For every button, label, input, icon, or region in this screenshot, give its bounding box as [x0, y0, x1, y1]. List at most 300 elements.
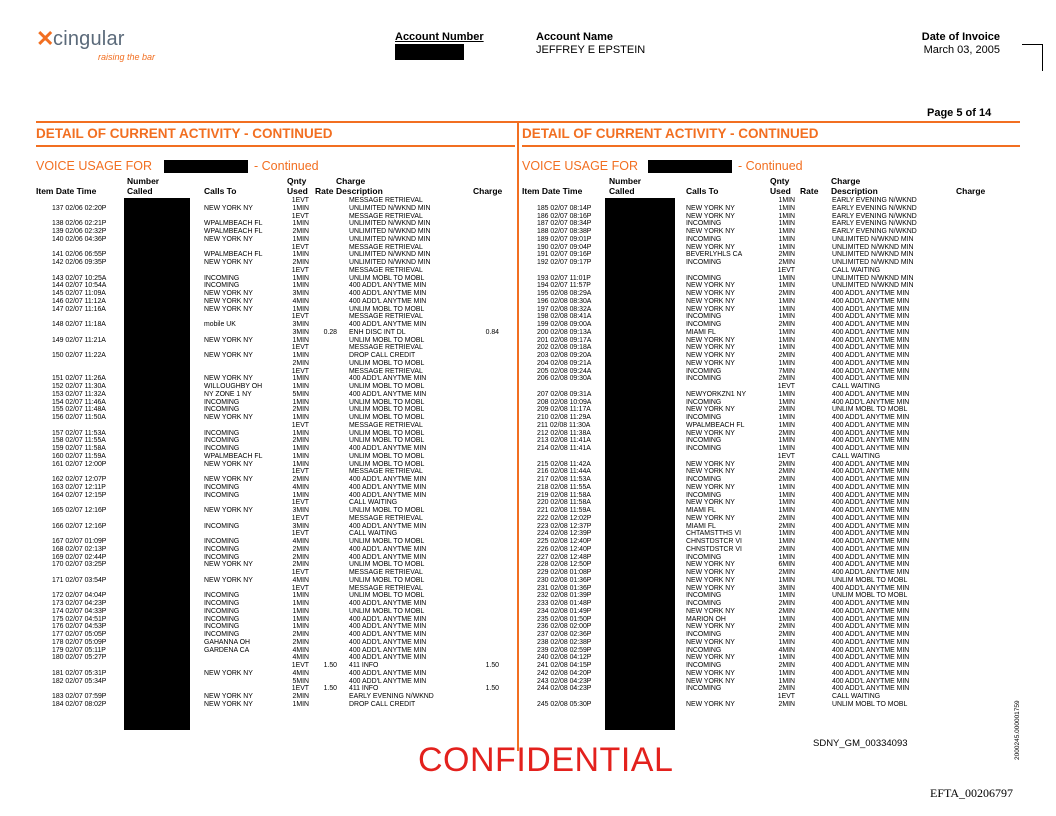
right-row-qnty: 1MIN — [778, 437, 795, 445]
right-row-item: 240 02/08 04:12P — [537, 654, 592, 662]
left-row-calls: NEW YORK NY — [204, 305, 253, 313]
left-row-calls: NEW YORK NY — [204, 290, 253, 297]
right-row-item: 241 02/08 04:15P — [537, 662, 592, 669]
right-row-desc: 400 ADD'L ANYTME MIN — [832, 429, 910, 437]
right-row-qnty: 1MIN — [778, 499, 795, 507]
left-row-calls: NEW YORK NY — [204, 700, 253, 708]
left-row-calls: WILLOUGHBY OH — [204, 383, 263, 390]
right-row-qnty: 1MIN — [778, 491, 795, 499]
right-row-calls: NEW YORK NY — [686, 336, 735, 344]
right-row-qnty: 1MIN — [778, 592, 795, 600]
right-row-calls: NEW YORK NY — [686, 352, 735, 359]
left-row-qnty: 1EVT — [291, 266, 309, 274]
right-row-desc: 400 ADD'L ANYTME MIN — [832, 375, 910, 383]
right-row-qnty: 1MIN — [778, 305, 795, 313]
right-col-rate: Rate — [800, 186, 819, 196]
right-row-calls: INCOMING — [686, 367, 722, 375]
right-row-calls: NEW YORK NY — [686, 677, 735, 685]
left-row-qnty: 4MIN — [292, 654, 309, 662]
right-row-calls: INCOMING — [686, 491, 722, 499]
left-row-item: 149 02/07 11:21A — [52, 336, 106, 344]
left-row-qnty: 1EVT — [291, 243, 309, 251]
right-row-desc: 400 ADD'L ANYTME MIN — [832, 305, 910, 313]
left-row-item: 182 02/07 05:34P — [52, 677, 107, 685]
left-row-item: 179 02/07 05:11P — [52, 646, 106, 654]
right-row-desc: 400 ADD'L ANYTME MIN — [832, 522, 910, 530]
right-row-calls: NEW YORK NY — [686, 607, 735, 615]
left-row-calls: NEW YORK NY — [204, 476, 253, 483]
left-row-desc: UNLIM MOBL TO MOBL — [349, 429, 425, 437]
right-row-qnty: 4MIN — [778, 646, 795, 654]
right-row-calls: NEW YORK NY — [686, 584, 735, 592]
left-row-calls: mobile UK — [204, 321, 236, 328]
left-row-qnty: 1EVT — [291, 569, 309, 576]
left-row-desc: CALL WAITING — [349, 499, 398, 507]
right-row-qnty: 1MIN — [778, 507, 795, 514]
right-row-calls: INCOMING — [686, 646, 722, 654]
right-row-calls: NEW YORK NY — [686, 623, 735, 631]
right-row-calls: CHTAMSTTHS VI — [686, 530, 741, 538]
right-row-item: 239 02/08 02:59P — [537, 646, 592, 654]
left-row-item: 170 02/07 03:25P — [52, 561, 107, 569]
left-row-desc: 400 ADD'L ANYTME MIN — [349, 615, 427, 623]
right-row-qnty: 2MIN — [778, 685, 795, 693]
right-col-number-bottom: Called — [609, 186, 635, 196]
right-row-item: 189 02/07 09:01P — [537, 235, 592, 243]
left-row-desc: UNLIM MOBL TO MOBL — [349, 359, 425, 367]
left-row-calls: WPALMBEACH FL — [204, 452, 263, 460]
left-row-calls: INCOMING — [204, 600, 240, 607]
left-row-calls: INCOMING — [204, 398, 240, 406]
right-row-item: 206 02/08 09:30A — [537, 375, 592, 383]
account-name-label: Account Name — [536, 31, 614, 43]
left-col-charge-top: Charge — [336, 176, 366, 186]
right-row-item: 211 02/08 11:30A — [537, 421, 591, 429]
left-section-rule — [36, 145, 515, 147]
right-row-desc: 400 ADD'L ANYTME MIN — [832, 669, 910, 677]
left-row-desc: 400 ADD'L ANYTME MIN — [349, 600, 427, 607]
left-row-qnty: 1MIN — [292, 220, 309, 228]
right-row-calls: NEW YORK NY — [686, 460, 735, 468]
right-row-item: 200 02/08 09:13A — [537, 328, 592, 336]
brand-tagline: raising the bar — [98, 52, 156, 62]
right-row-item: 232 02/08 01:39P — [537, 592, 592, 600]
left-row-item: 155 02/07 11:48A — [52, 406, 106, 414]
right-row-item: 229 02/08 01:08P — [537, 569, 592, 576]
left-row-desc: MESSAGE RETRIEVAL — [349, 266, 423, 274]
right-row-item: 218 02/08 11:55A — [537, 483, 591, 491]
left-row-calls: NEW YORK NY — [204, 414, 253, 421]
right-row-desc: UNLIM MOBL TO MOBL — [832, 592, 908, 600]
right-col-number-top: Number — [609, 176, 642, 186]
right-row-calls: NEW YORK NY — [686, 499, 735, 507]
left-col-item: Item Date Time — [36, 186, 97, 196]
right-row-desc: CALL WAITING — [832, 693, 881, 700]
left-row-item: 148 02/07 11:18A — [52, 321, 106, 328]
left-row-qnty: 1EVT — [291, 212, 309, 220]
right-row-calls: INCOMING — [686, 631, 722, 638]
right-row-calls: INCOMING — [686, 662, 722, 669]
cingular-logo — [36, 28, 156, 64]
left-row-qnty: 1MIN — [292, 607, 309, 615]
right-row-qnty: 1MIN — [778, 328, 795, 336]
left-row-calls: INCOMING — [204, 274, 240, 282]
right-row-qnty: 1MIN — [778, 274, 795, 282]
left-row-charge: 0.84 — [485, 328, 499, 336]
right-row-item: 233 02/08 01:48P — [537, 600, 592, 607]
right-row-calls: CHNSTDSTCR VI — [686, 538, 742, 545]
right-row-calls: INCOMING — [686, 476, 722, 483]
redaction-account-number — [395, 44, 464, 60]
left-row-calls: INCOMING — [204, 437, 240, 445]
right-row-item: 191 02/07 09:16P — [537, 251, 592, 259]
right-row-qnty: 1EVT — [777, 266, 795, 274]
left-row-calls: NEW YORK NY — [204, 204, 253, 212]
right-row-item: 242 02/08 04:20P — [537, 669, 592, 677]
left-row-calls: NEW YORK NY — [204, 375, 253, 383]
left-row-qnty: 1EVT — [291, 584, 309, 592]
right-row-qnty: 2MIN — [778, 631, 795, 638]
right-row-desc: 400 ADD'L ANYTME MIN — [832, 631, 910, 638]
left-row-qnty: 1MIN — [292, 204, 309, 212]
right-row-item: 216 02/08 11:44A — [537, 468, 591, 476]
left-row-desc: MESSAGE RETRIEVAL — [349, 313, 423, 321]
left-row-desc: UNLIMITED N/WKND MIN — [349, 259, 431, 266]
right-section-rule — [522, 145, 1020, 147]
right-row-calls: INCOMING — [686, 259, 722, 266]
left-row-calls: INCOMING — [204, 429, 240, 437]
left-row-item: 165 02/07 12:16P — [52, 507, 107, 514]
right-row-desc: 400 ADD'L ANYTME MIN — [832, 390, 910, 398]
left-row-desc: 400 ADD'L ANYTME MIN — [349, 282, 427, 290]
right-row-desc: 400 ADD'L ANYTME MIN — [832, 600, 910, 607]
right-row-desc: 400 ADD'L ANYTME MIN — [832, 445, 910, 452]
left-row-desc: UNLIM MOBL TO MOBL — [349, 398, 425, 406]
left-row-calls: INCOMING — [204, 445, 240, 452]
left-row-calls: INCOMING — [204, 631, 240, 638]
left-row-desc: UNLIM MOBL TO MOBL — [349, 336, 425, 344]
left-row-qnty: 1EVT — [291, 313, 309, 321]
left-row-item: 143 02/07 10:25A — [52, 274, 107, 282]
left-row-qnty: 1EVT — [291, 685, 309, 693]
left-row-item: 167 02/07 01:09P — [52, 538, 107, 545]
left-row-desc: 400 ADD'L ANYTME MIN — [349, 390, 427, 398]
left-col-charge-desc: Description — [336, 186, 383, 196]
right-row-qnty: 2MIN — [778, 406, 795, 414]
left-row-qnty: 1MIN — [292, 414, 309, 421]
left-row-desc: DROP CALL CREDIT — [349, 352, 416, 359]
right-row-desc: 400 ADD'L ANYTME MIN — [832, 483, 910, 491]
left-row-qnty: 1MIN — [292, 700, 309, 708]
left-row-calls: INCOMING — [204, 538, 240, 545]
right-row-desc: EARLY EVENING N/WKND — [832, 197, 917, 204]
left-row-calls: WPALMBEACH FL — [204, 228, 263, 235]
right-row-qnty: 1MIN — [778, 390, 795, 398]
left-row-desc: 400 ADD'L ANYTME MIN — [349, 297, 427, 305]
left-row-qnty: 2MIN — [292, 437, 309, 445]
left-row-item: 151 02/07 11:26A — [52, 375, 106, 383]
right-row-qnty: 1MIN — [778, 228, 795, 235]
right-row-qnty: 2MIN — [778, 700, 795, 708]
right-row-qnty: 1MIN — [778, 197, 795, 204]
left-row-desc: UNLIMITED N/WKND MIN — [349, 220, 431, 228]
right-row-calls: INCOMING — [686, 398, 722, 406]
right-row-qnty: 1MIN — [778, 483, 795, 491]
left-row-item: 162 02/07 12:07P — [52, 476, 107, 483]
left-row-desc: UNLIM MOBL TO MOBL — [349, 576, 425, 584]
left-row-desc: CALL WAITING — [349, 530, 398, 538]
right-row-item: 215 02/08 11:42A — [537, 460, 591, 468]
right-row-calls: CHNSTDSTCR VI — [686, 545, 742, 553]
right-row-item: 190 02/07 09:04P — [537, 243, 592, 251]
left-row-item: 157 02/07 11:53A — [52, 429, 106, 437]
left-row-qnty: 1MIN — [292, 336, 309, 344]
right-row-qnty: 7MIN — [778, 367, 795, 375]
left-row-desc: 400 ADD'L ANYTME MIN — [349, 476, 427, 483]
right-voice-continued: - Continued — [738, 159, 803, 173]
right-row-qnty: 1MIN — [778, 576, 795, 584]
left-voice-continued: - Continued — [254, 159, 319, 173]
right-row-calls: INCOMING — [686, 685, 722, 693]
left-row-desc: 400 ADD'L ANYTME MIN — [349, 677, 427, 685]
left-row-item: 183 02/07 07:59P — [52, 693, 107, 700]
left-row-calls: NEW YORK NY — [204, 460, 253, 468]
left-row-item: 159 02/07 11:58A — [52, 445, 106, 452]
page-corner-mark — [1022, 44, 1043, 71]
left-row-item: 161 02/07 12:00P — [52, 460, 107, 468]
left-row-calls: NEW YORK NY — [204, 507, 253, 514]
right-row-calls: MARION OH — [686, 615, 726, 623]
left-row-qnty: 1EVT — [291, 514, 309, 522]
left-row-item: 181 02/07 05:31P — [52, 669, 107, 677]
right-row-calls: NEW YORK NY — [686, 204, 735, 212]
left-row-item: 177 02/07 05:05P — [52, 631, 107, 638]
left-row-qnty: 2MIN — [292, 631, 309, 638]
left-row-desc: MESSAGE RETRIEVAL — [349, 569, 423, 576]
right-row-item: 201 02/08 09:17A — [537, 336, 592, 344]
left-row-qnty: 4MIN — [292, 576, 309, 584]
right-row-calls: INCOMING — [686, 592, 722, 600]
left-row-charge: 1.50 — [485, 662, 499, 669]
left-row-qnty: 1MIN — [292, 274, 309, 282]
left-col-qnty-top: Qnty — [287, 176, 307, 186]
left-row-calls: INCOMING — [204, 406, 240, 414]
left-voice-usage-label: VOICE USAGE FOR — [36, 159, 152, 173]
left-row-qnty: 2MIN — [292, 545, 309, 553]
right-row-item: 222 02/08 12:02P — [537, 514, 592, 522]
right-row-qnty: 1MIN — [778, 344, 795, 352]
right-row-desc: 400 ADD'L ANYTME MIN — [832, 553, 910, 561]
left-row-desc: 400 ADD'L ANYTME MIN — [349, 553, 427, 561]
right-row-item: 195 02/08 08:29A — [537, 290, 592, 297]
right-row-qnty: 6MIN — [778, 561, 795, 569]
right-row-desc: 400 ADD'L ANYTME MIN — [832, 538, 910, 545]
right-row-qnty: 2MIN — [778, 522, 795, 530]
right-row-item: 236 02/08 02:00P — [537, 623, 592, 631]
right-row-qnty: 1MIN — [778, 421, 795, 429]
left-row-desc: UNLIMITED N/WKND MIN — [349, 235, 431, 243]
right-row-calls: NEW YORK NY — [686, 344, 735, 352]
right-row-qnty: 1MIN — [778, 398, 795, 406]
left-row-calls: INCOMING — [204, 522, 240, 530]
invoice-date-label: Date of Invoice — [921, 31, 1000, 43]
right-row-calls: NEW YORK NY — [686, 514, 735, 522]
left-row-rate: 0.28 — [323, 328, 337, 336]
left-row-item: 144 02/07 10:54A — [52, 282, 107, 290]
left-row-charge: 1.50 — [485, 685, 499, 693]
left-row-item: 147 02/07 11:16A — [52, 305, 106, 313]
left-row-item: 145 02/07 11:09A — [52, 290, 106, 297]
left-row-desc: DROP CALL CREDIT — [349, 700, 416, 708]
left-row-item: 178 02/07 05:09P — [52, 638, 107, 646]
left-row-desc: UNLIM MOBL TO MOBL — [349, 460, 425, 468]
right-row-item: 203 02/08 09:20A — [537, 352, 592, 359]
right-row-qnty: 1MIN — [778, 235, 795, 243]
left-row-qnty: 1EVT — [291, 344, 309, 352]
right-row-item: 221 02/08 11:59A — [537, 507, 591, 514]
right-row-item: 214 02/08 11:41A — [537, 445, 591, 452]
right-row-desc: 400 ADD'L ANYTME MIN — [832, 336, 910, 344]
left-row-qnty: 1EVT — [291, 468, 309, 476]
right-row-calls: NEWYORKZN1 NY — [686, 390, 747, 398]
right-row-item: 230 02/08 01:36P — [537, 576, 592, 584]
left-row-desc: 400 ADD'L ANYTME MIN — [349, 445, 427, 452]
left-row-desc: 400 ADD'L ANYTME MIN — [349, 483, 427, 491]
center-divider — [517, 121, 519, 751]
left-row-item: 160 02/07 11:59A — [52, 452, 106, 460]
left-row-desc: UNLIM MOBL TO MOBL — [349, 437, 425, 445]
left-row-qnty: 1MIN — [292, 600, 309, 607]
right-row-calls: NEW YORK NY — [686, 429, 735, 437]
left-row-desc: UNLIM MOBL TO MOBL — [349, 406, 425, 414]
right-row-item: 237 02/08 02:36P — [537, 631, 592, 638]
left-row-qnty: 2MIN — [292, 228, 309, 235]
right-row-item: 217 02/08 11:53A — [537, 476, 591, 483]
right-row-qnty: 1MIN — [778, 615, 795, 623]
left-row-item: 171 02/07 03:54P — [52, 576, 107, 584]
right-row-qnty: 2MIN — [778, 375, 795, 383]
right-row-qnty: 1MIN — [778, 538, 795, 545]
right-row-qnty: 2MIN — [778, 514, 795, 522]
left-row-desc: UNLIM MOBL TO MOBL — [349, 561, 425, 569]
left-row-desc: MESSAGE RETRIEVAL — [349, 584, 423, 592]
right-row-qnty: 1MIN — [778, 414, 795, 421]
right-row-calls: INCOMING — [686, 600, 722, 607]
right-row-calls: MIAMI FL — [686, 522, 716, 530]
right-row-desc: UNLIM MOBL TO MOBL — [832, 700, 908, 708]
right-row-desc: 400 ADD'L ANYTME MIN — [832, 646, 910, 654]
right-row-qnty: 2MIN — [778, 321, 795, 328]
left-row-item: 137 02/06 02:20P — [52, 204, 107, 212]
left-row-calls: GARDENA CA — [204, 646, 250, 654]
left-row-item: 139 02/06 02:32P — [52, 228, 107, 235]
right-row-item: 197 02/08 08:32A — [537, 305, 592, 313]
right-row-qnty: 2MIN — [778, 607, 795, 615]
left-row-desc: MESSAGE RETRIEVAL — [349, 468, 423, 476]
left-row-item: 153 02/07 11:32A — [52, 390, 106, 398]
left-row-desc: MESSAGE RETRIEVAL — [349, 514, 423, 522]
left-row-desc: UNLIM MOBL TO MOBL — [349, 607, 425, 615]
right-row-qnty: 1MIN — [778, 313, 795, 321]
left-row-desc: 400 ADD'L ANYTME MIN — [349, 631, 427, 638]
left-row-desc: 400 ADD'L ANYTME MIN — [349, 375, 427, 383]
left-row-calls: NY ZONE 1 NY — [204, 390, 252, 398]
right-row-item: 192 02/07 09:17P — [537, 259, 592, 266]
right-row-qnty: 1MIN — [778, 677, 795, 685]
account-number-label: Account Number — [395, 31, 484, 43]
left-row-desc: MESSAGE RETRIEVAL — [349, 344, 423, 352]
right-row-item: 234 02/08 01:49P — [537, 607, 592, 615]
right-row-item: 225 02/08 12:40P — [537, 538, 592, 545]
left-row-item: 168 02/07 02:13P — [52, 545, 107, 553]
right-row-qnty: 1MIN — [778, 445, 795, 452]
left-row-item: 152 02/07 11:30A — [52, 383, 106, 390]
left-row-qnty: 2MIN — [292, 406, 309, 414]
left-row-desc: 400 ADD'L ANYTME MIN — [349, 321, 427, 328]
left-row-qnty: 3MIN — [292, 321, 309, 328]
right-row-qnty: 2MIN — [778, 468, 795, 476]
left-row-item: 166 02/07 12:16P — [52, 522, 107, 530]
right-col-charge: Charge — [956, 186, 986, 196]
brand-name: cingular — [53, 28, 125, 50]
right-row-item: 210 02/08 11:29A — [537, 414, 591, 421]
left-row-desc: 400 ADD'L ANYTME MIN — [349, 654, 427, 662]
left-row-qnty: 3MIN — [292, 290, 309, 297]
left-row-desc: EARLY EVENING N/WKND — [349, 693, 434, 700]
left-row-qnty: 1MIN — [292, 282, 309, 290]
right-row-qnty: 2MIN — [778, 545, 795, 553]
left-col-number-top: Number — [127, 176, 160, 186]
left-row-desc: 400 ADD'L ANYTME MIN — [349, 623, 427, 631]
right-row-desc: UNLIMITED N/WKND MIN — [832, 274, 914, 282]
right-row-calls: MIAMI FL — [686, 328, 716, 336]
left-row-desc: UNLIM MOBL TO MOBL — [349, 538, 425, 545]
right-row-desc: 400 ADD'L ANYTME MIN — [832, 460, 910, 468]
right-row-item: 199 02/08 09:00A — [537, 321, 592, 328]
right-row-desc: EARLY EVENING N/WKND — [832, 220, 917, 228]
invoice-date-value: March 03, 2005 — [923, 44, 1000, 56]
right-row-qnty: 1EVT — [777, 452, 795, 460]
right-row-desc: EARLY EVENING N/WKND — [832, 228, 917, 235]
right-row-desc: 400 ADD'L ANYTME MIN — [832, 414, 910, 421]
left-row-item: 176 02/07 04:53P — [52, 623, 107, 631]
right-row-desc: 400 ADD'L ANYTME MIN — [832, 607, 910, 615]
left-row-desc: 400 ADD'L ANYTME MIN — [349, 491, 427, 499]
right-row-desc: 400 ADD'L ANYTME MIN — [832, 561, 910, 569]
right-row-calls: INCOMING — [686, 313, 722, 321]
left-row-desc: 400 ADD'L ANYTME MIN — [349, 638, 427, 646]
right-row-qnty: 1MIN — [778, 297, 795, 305]
right-row-qnty: 1MIN — [778, 530, 795, 538]
right-row-desc: 400 ADD'L ANYTME MIN — [832, 476, 910, 483]
right-row-desc: 400 ADD'L ANYTME MIN — [832, 507, 910, 514]
right-row-qnty: 1EVT — [777, 383, 795, 390]
right-row-item: 188 02/07 08:38P — [537, 228, 592, 235]
left-row-qnty: 1EVT — [291, 421, 309, 429]
right-row-qnty: 1MIN — [778, 553, 795, 561]
right-row-qnty: 2MIN — [778, 600, 795, 607]
right-row-desc: UNLIMITED N/WKND MIN — [832, 259, 914, 266]
right-row-item: 193 02/07 11:01P — [537, 274, 591, 282]
right-row-qnty: 2MIN — [778, 460, 795, 468]
right-row-desc: 400 ADD'L ANYTME MIN — [832, 662, 910, 669]
right-row-item: 228 02/08 12:50P — [537, 561, 592, 569]
left-row-qnty: 1MIN — [292, 398, 309, 406]
right-row-desc: 400 ADD'L ANYTME MIN — [832, 468, 910, 476]
right-row-qnty: 1MIN — [778, 204, 795, 212]
left-row-calls: INCOMING — [204, 615, 240, 623]
right-row-desc: 400 ADD'L ANYTME MIN — [832, 615, 910, 623]
